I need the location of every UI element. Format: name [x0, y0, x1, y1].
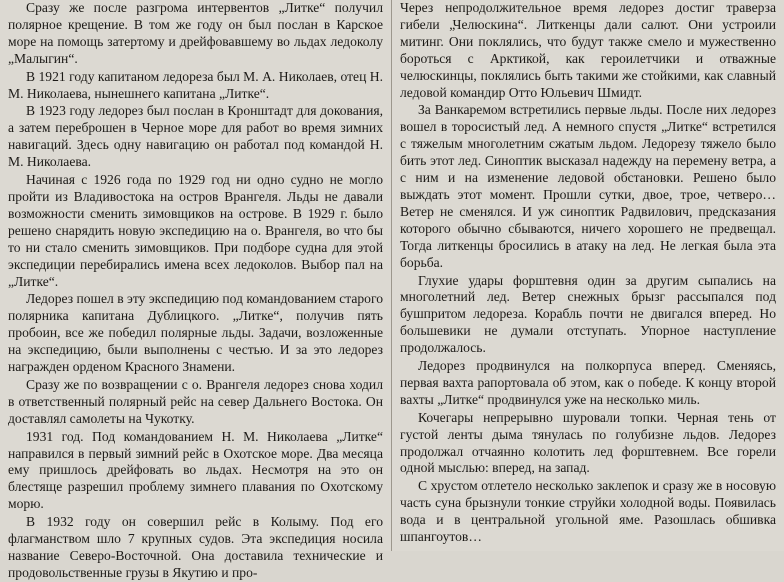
column-divider — [391, 0, 392, 551]
paragraph: С хрустом отлетело несколько заклепок и сразу же в носовую часть суна брызнули тонкие струйки холодной воды. Появилась вода и в центральной угольной яме. Разошлась обшивка шпангоутов… — [400, 478, 776, 545]
paragraph: Ледорез пошел в эту экспедицию под командованием старого полярника капитана Дублицкого. „Литке“, получив пять пробоин, все же победил полярные льды. Задачи, возложенные на экспедицию, были выполнены с честью. И за это ледорез награжден орденом Красного Знамени. — [8, 291, 384, 375]
paragraph: Глухие удары форштевня один за другим сыпались на многолетний лед. Ветер снежных брызг рассыпался под бушпритом ледореза. Корабль почти не двигался вперед. Но большевики не думали отступать. Упорное наступление продолжалось. — [400, 272, 776, 356]
paragraph: Начиная с 1926 года по 1929 год ни одно судно не могло пройти из Владивостока на остров Врангеля. Льды не давали возможности сменить зимовщиков на острове. В 1929 г. было решено снарядить новую экспедицию на о. Врангеля, во что бы то ни стало сменить зимовщиков. При подборе судна для этой экспедиции перебирались имена всех ледоколов. Выбор пал на „Литке“. — [8, 172, 383, 289]
left-text-column — [8, 0, 384, 580]
paragraph: В 1932 году он совершил рейс в Колыму. Под его флагманством шло 7 крупных судов. Эта экспедиция носила название Северо-Восточной. Она доставила технические и продовольственные грузы в Якутию и про- — [8, 514, 383, 580]
paragraph: В 1923 году ледорез был послан в Кронштадт для докования, а затем переброшен в Черное море для работ во время зимних навигаций. Здесь одну навигацию он работал под командой Н. М. Николаева. — [8, 103, 383, 170]
paragraph: Сразу же после разгрома интервентов „Литке“ получил полярное крещение. В том же году он был послан в Карское море на помощь затертому и дрейфовавшему во льдах ледоколу „Малыгин“. — [8, 0, 383, 66]
paragraph: Ледорез продвинулся на полкорпуса вперед. Сменяясь, первая вахта рапортовала об этом, как о победе. К концу второй вахты „Литке“ продвинулся уже на несколько миль. — [400, 358, 776, 407]
paragraph: Кочегары непрерывно шуровали топки. Черная тень от густой ленты дыма тянулась по голубизне льдов. Ледорез продолжал отчаянно колотить лед форштевнем. Все горели одной мыслью: вперед, на запад. — [400, 409, 776, 476]
right-text-column — [400, 0, 776, 551]
paragraph: В 1921 году капитаном ледореза был М. А. Николаев, отец Н. М. Николаева, нынешнего капитана „Литке“. — [8, 68, 383, 101]
paragraph: За Ванкаремом встретились первые льды. После них ледорез вошел в торосистый лед. А немного спустя „Литке“ встретился с тяжелым многолетним сжатым льдом. Ледорезу тяжело было бить этот лед. Синоптик высказал надежду на перемену ветра, а с ним и на изменение ледовой обстановки. Решено было выждать этот момент. Прошли сутки, двое, трое, четверо… Ветер не сменялся. И уж синоптик Радвилович, предсказания которого обычно сбываются, ничего хорошего не предвещал. Тогда литкенцы бросились в атаку на лед. Не легкая была эта борьба. — [400, 102, 776, 270]
paragraph: 1931 год. Под командованием Н. М. Николаева „Литке“ направился в первый зимний рейс в Охотское море. Два месяца ему пришлось дрейфовать во льдах. Несмотря на это он блестяще разрешил проблему зимнего плавания по Охотскому морю. — [8, 428, 383, 512]
paragraph: Через непродолжительное время ледорез достиг траверза гибели „Челюскина“. Литкенцы дали салют. Они устроили митинг. Они поклялись, что будут также смело и мужественно бороться с Арктикой, как героилетчики и отважные челюскинцы, поклялись быть такими же стойкими, как славный ледовой командир Отто Юльевич Шмидт. — [400, 0, 776, 100]
paragraph: Сразу же по возвращении с о. Врангеля ледорез снова ходил в ответственный полярный рейс на север Дальнего Востока. Он доставлял самолеты на Чукотку. — [8, 376, 383, 426]
